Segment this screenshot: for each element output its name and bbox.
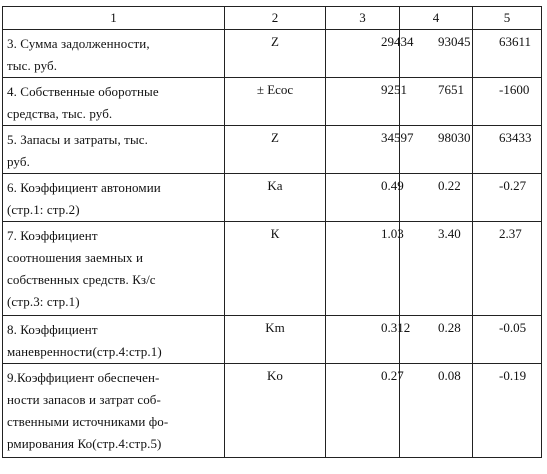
value-text: 0.49 bbox=[381, 178, 404, 193]
table-row-provision-ratio bbox=[3, 364, 542, 458]
column-header-5: 5 bbox=[473, 7, 542, 30]
indicator-name-line: ственными источниками фо- bbox=[7, 414, 169, 429]
indicator-name bbox=[3, 30, 225, 78]
value-cell-col-4 bbox=[400, 78, 473, 126]
indicator-name-line: руб. bbox=[7, 154, 30, 169]
indicators-table bbox=[2, 6, 542, 458]
value-text: 29434 bbox=[381, 34, 414, 49]
indicator-name bbox=[3, 364, 225, 458]
indicator-name-line: маневренности(стр.4:стр.1) bbox=[7, 344, 162, 359]
column-header-3: 3 bbox=[326, 7, 400, 30]
value-text: 1.03 bbox=[381, 226, 404, 241]
value-text: 2.37 bbox=[499, 226, 522, 241]
indicator-name-line: 3. Сумма задолженности, bbox=[7, 36, 150, 51]
value-cell-col-4 bbox=[400, 364, 473, 458]
indicator-name-line: 6. Коэффициент автономии bbox=[7, 180, 161, 195]
value-cell-col-4 bbox=[400, 174, 473, 222]
value-cell-col-5 bbox=[473, 126, 542, 174]
value-text: 7651 bbox=[438, 82, 464, 97]
indicator-symbol: Z bbox=[225, 126, 326, 174]
value-cell-col-5 bbox=[473, 222, 542, 316]
value-cell-col-5 bbox=[473, 316, 542, 364]
indicator-name-line: рмирования Ко(стр.4:стр.5) bbox=[7, 436, 162, 451]
indicator-name-line: ности запасов и затрат соб- bbox=[7, 392, 161, 407]
indicator-symbol: Km bbox=[225, 316, 326, 364]
value-cell-col-3 bbox=[326, 222, 404, 316]
value-text: -0.19 bbox=[499, 368, 527, 383]
value-text: 9251 bbox=[381, 82, 407, 97]
value-cell-col-4 bbox=[400, 316, 473, 364]
value-cell-col-3 bbox=[326, 78, 407, 126]
indicator-name bbox=[3, 222, 225, 316]
value-text: 0.312 bbox=[381, 320, 411, 335]
value-text: 0.28 bbox=[438, 320, 461, 335]
value-cell-col-5 bbox=[473, 30, 542, 78]
value-cell-col-3 bbox=[326, 126, 414, 174]
table-row-maneuverability-ratio bbox=[3, 316, 542, 364]
value-cell-col-3 bbox=[326, 30, 414, 78]
indicator-symbol: Z bbox=[225, 30, 326, 78]
table-header-row bbox=[3, 7, 542, 30]
indicator-name-line: 8. Коэффициент bbox=[7, 322, 98, 337]
indicator-name-line: соотношения заемных и bbox=[7, 250, 144, 265]
column-header-2: 2 bbox=[225, 7, 326, 30]
value-cell-col-3 bbox=[326, 316, 411, 364]
table-row-own-working-capital bbox=[3, 78, 542, 126]
indicator-symbol: К bbox=[225, 222, 326, 316]
value-cell-col-5 bbox=[473, 78, 542, 126]
indicator-name-line: 5. Запасы и затраты, тыс. bbox=[7, 132, 148, 147]
table-row-debt-equity-ratio bbox=[3, 222, 542, 316]
value-text: -1600 bbox=[499, 82, 530, 97]
indicator-name-line: 9.Коэффициент обеспечен- bbox=[7, 370, 160, 385]
indicator-name-line: собственных средств. Кз/с bbox=[7, 272, 156, 287]
value-cell-col-3 bbox=[326, 364, 404, 458]
value-text: 93045 bbox=[438, 34, 471, 49]
column-header-4: 4 bbox=[400, 7, 473, 30]
indicator-symbol: Ko bbox=[225, 364, 326, 458]
value-text: 98030 bbox=[438, 130, 471, 145]
value-text: 3.40 bbox=[438, 226, 461, 241]
indicator-symbol: ± Ecoc bbox=[225, 78, 326, 126]
indicator-symbol: Ka bbox=[225, 174, 326, 222]
table-row-autonomy-ratio bbox=[3, 174, 542, 222]
indicator-name-line: (стр.1: стр.2) bbox=[7, 202, 80, 217]
value-text: -0.27 bbox=[499, 178, 527, 193]
value-cell-col-5 bbox=[473, 174, 542, 222]
indicator-name-line: тыс. руб. bbox=[7, 58, 58, 73]
value-text: 0.08 bbox=[438, 368, 461, 383]
indicator-name bbox=[3, 78, 225, 126]
value-cell-col-4 bbox=[400, 222, 473, 316]
value-text: -0.05 bbox=[499, 320, 527, 335]
indicator-name bbox=[3, 126, 225, 174]
value-cell-col-3 bbox=[326, 174, 404, 222]
table-row-inventories-costs bbox=[3, 126, 542, 174]
indicator-name bbox=[3, 174, 225, 222]
indicator-name-line: средства, тыс. руб. bbox=[7, 106, 113, 121]
indicator-name-line: 7. Коэффициент bbox=[7, 228, 98, 243]
table-body bbox=[3, 30, 542, 458]
value-text: 0.27 bbox=[381, 368, 404, 383]
indicator-name-line: 4. Собственные оборотные bbox=[7, 84, 159, 99]
value-cell-col-5 bbox=[473, 364, 542, 458]
table-row-debt-sum bbox=[3, 30, 542, 78]
indicator-name bbox=[3, 316, 225, 364]
column-header-1: 1 bbox=[3, 7, 225, 30]
value-text: 63611 bbox=[499, 34, 532, 49]
value-text: 63433 bbox=[499, 130, 532, 145]
value-text: 34597 bbox=[381, 130, 414, 145]
indicator-name-line: (стр.3: стр.1) bbox=[7, 294, 80, 309]
value-text: 0.22 bbox=[438, 178, 461, 193]
